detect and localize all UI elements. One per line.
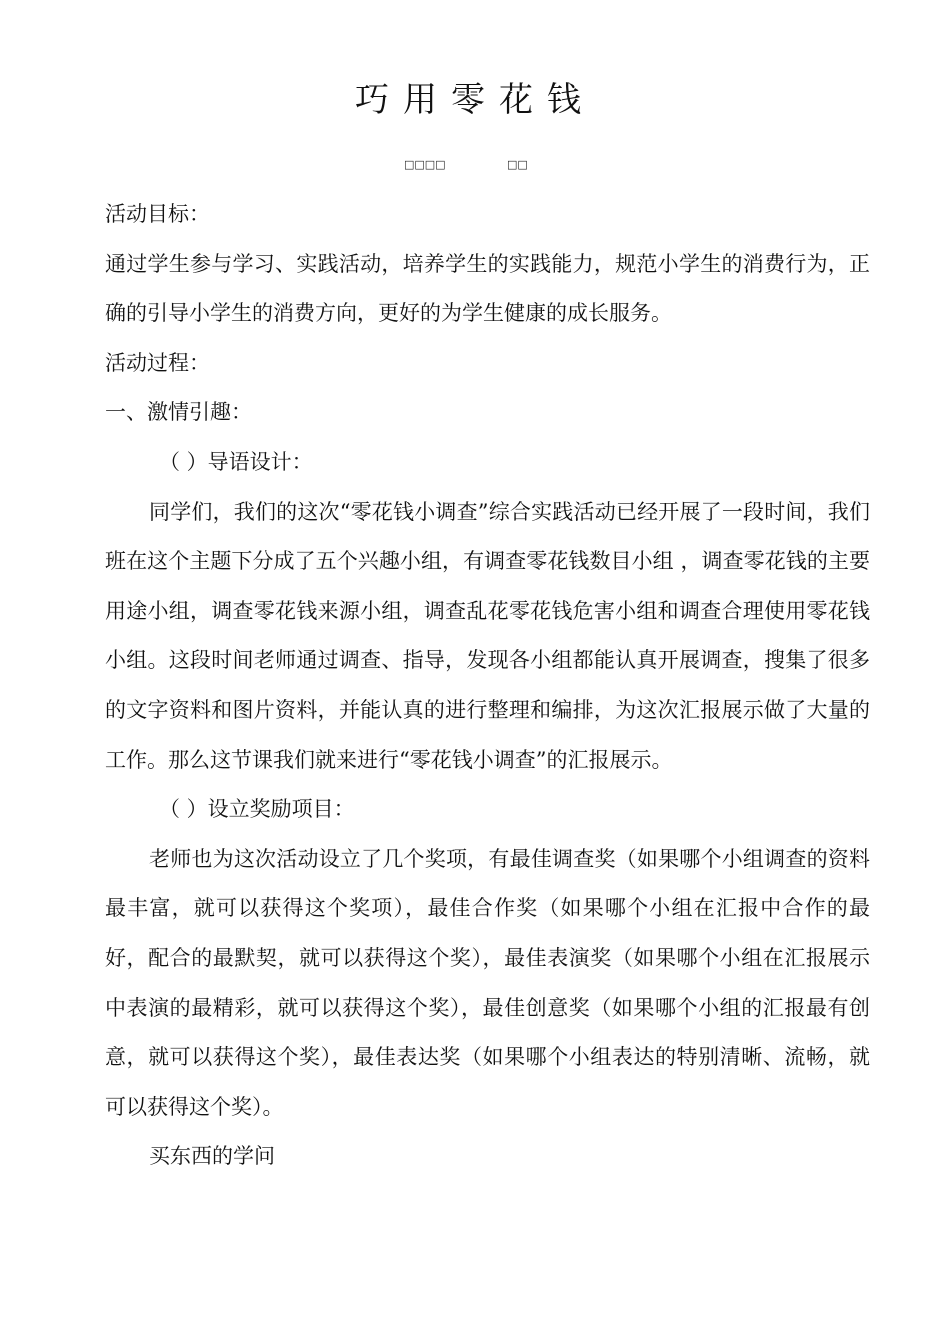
section-heading-1: 一、激情引趣： (105, 400, 252, 425)
subheading-intro: （ ）导语设计： (159, 449, 313, 474)
author-school: □□ (507, 158, 528, 171)
document-title: 巧用零花钱 (355, 80, 595, 120)
author-name: □□□□ (404, 158, 446, 171)
document-body (105, 190, 870, 1182)
subheading-shopping: 买东西的学问 (149, 1144, 275, 1169)
heading-activity-process: 活动过程： (105, 350, 210, 375)
paragraph-awards: 老师也为这次活动设立了几个奖项，有最佳调查奖（如果哪个小组调查的资料最丰富，就可以获得这个奖项），最佳合作奖（如果哪个小组在汇报中合作的最好，配合的最默契，就可以获得这个奖），最佳表演奖（如果哪个小组在汇报展示中表演的最精彩，就可以获得这个奖），最佳创意奖（如果哪个小组的汇报最有创意，就可以获得这个奖），最佳表达奖（如果哪个小组表达的特别清晰、流畅，就可以获得这个奖）。 (105, 846, 870, 1119)
paragraph-goal: 通过学生参与学习、实践活动，培养学生的实践能力，规范小学生的消费行为，正确的引导小学生的消费方向，更好的为学生健康的成长服务。 (105, 251, 870, 326)
heading-activity-goal: 活动目标： (105, 202, 210, 226)
subheading-awards: （ ）设立奖励项目： (159, 797, 355, 822)
paragraph-intro: 同学们，我们的这次“零花钱小调查”综合实践活动已经开展了一段时间，我们班在这个主题下分成了五个兴趣小组，有调查零花钱数目小组 ，调查零花钱的主要用途小组，调查零花钱来源小组，调查乱花零花钱危害小组和调查合理使用零花钱小组。这段时间老师通过调查、指导，发现各小组都能认真开展调查，搜集了很多的文字资料和图片资料，并能认真的进行整理和编排，为这次汇报展示做了大量的工作。那么这节课我们就来进行“零花钱小调查”的汇报展示。 (105, 499, 870, 772)
